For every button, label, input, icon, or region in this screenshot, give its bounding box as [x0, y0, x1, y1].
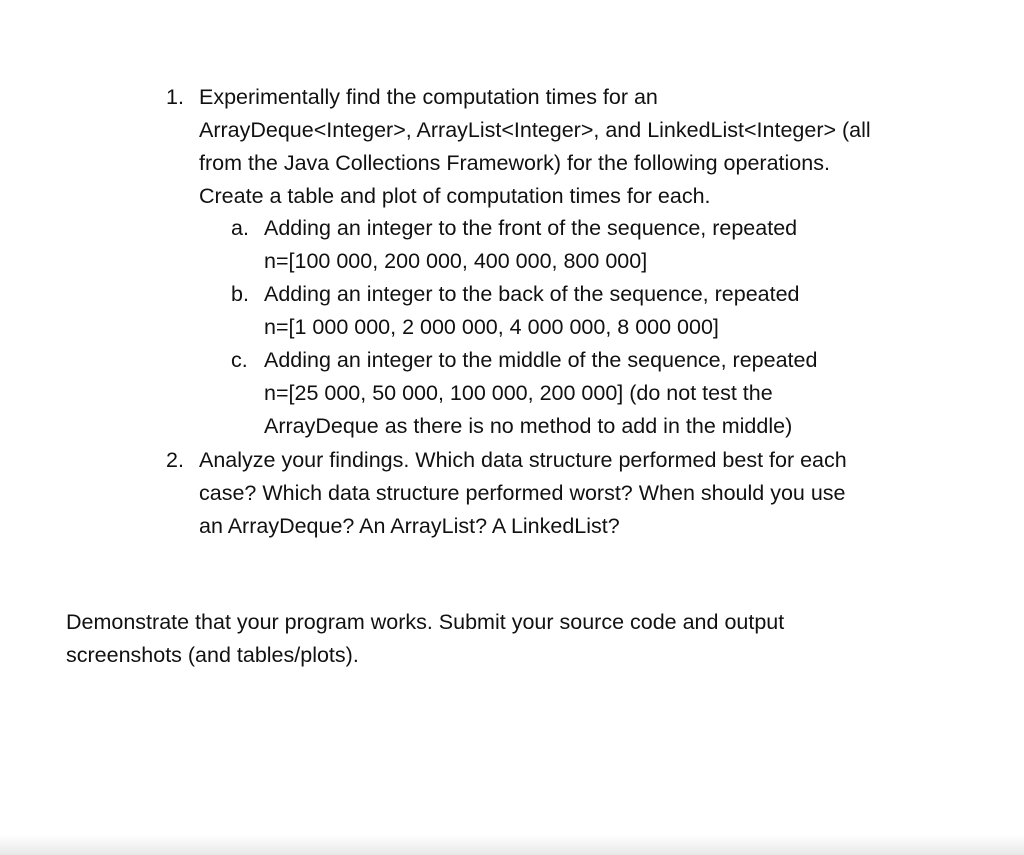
subitem-b-line-2: n=[1 000 000, 2 000 000, 4 000 000, 8 000 000] [264, 315, 719, 339]
subitem-b-letter: b. [231, 282, 249, 306]
closing-line-2: screenshots (and tables/plots). [66, 643, 359, 667]
question-1-line-2: ArrayDeque<Integer>, ArrayList<Integer>, and LinkedList<Integer> (all [199, 118, 871, 142]
question-2-line-2: case? Which data structure performed worst? When should you use [199, 481, 846, 505]
subitem-b-line-1: Adding an integer to the back of the sequence, repeated [264, 282, 800, 306]
closing-line-1: Demonstrate that your program works. Submit your source code and output [66, 610, 785, 634]
subitem-a-line-1: Adding an integer to the front of the sequence, repeated [264, 216, 798, 240]
question-2-line-3: an ArrayDeque? An ArrayList? A LinkedList? [199, 514, 620, 538]
page-bottom-shadow [0, 835, 1024, 855]
question-1-line-4: Create a table and plot of computation times for each. [199, 184, 711, 208]
question-2-number: 2. [166, 448, 184, 472]
question-2-line-1: Analyze your findings. Which data structure performed best for each [199, 448, 847, 472]
subitem-a-line-2: n=[100 000, 200 000, 400 000, 800 000] [264, 249, 648, 273]
question-1-number: 1. [166, 85, 184, 109]
subitem-c-line-3: ArrayDeque as there is no method to add in the middle) [264, 414, 793, 438]
subitem-c-line-2: n=[25 000, 50 000, 100 000, 200 000] (do not test the [264, 381, 773, 405]
subitem-a-letter: a. [231, 216, 249, 240]
question-1-line-3: from the Java Collections Framework) for the following operations. [199, 151, 830, 175]
subitem-c-line-1: Adding an integer to the middle of the sequence, repeated [264, 348, 818, 372]
question-1-line-1: Experimentally find the computation times for an [199, 85, 658, 109]
subitem-c-letter: c. [231, 348, 248, 372]
